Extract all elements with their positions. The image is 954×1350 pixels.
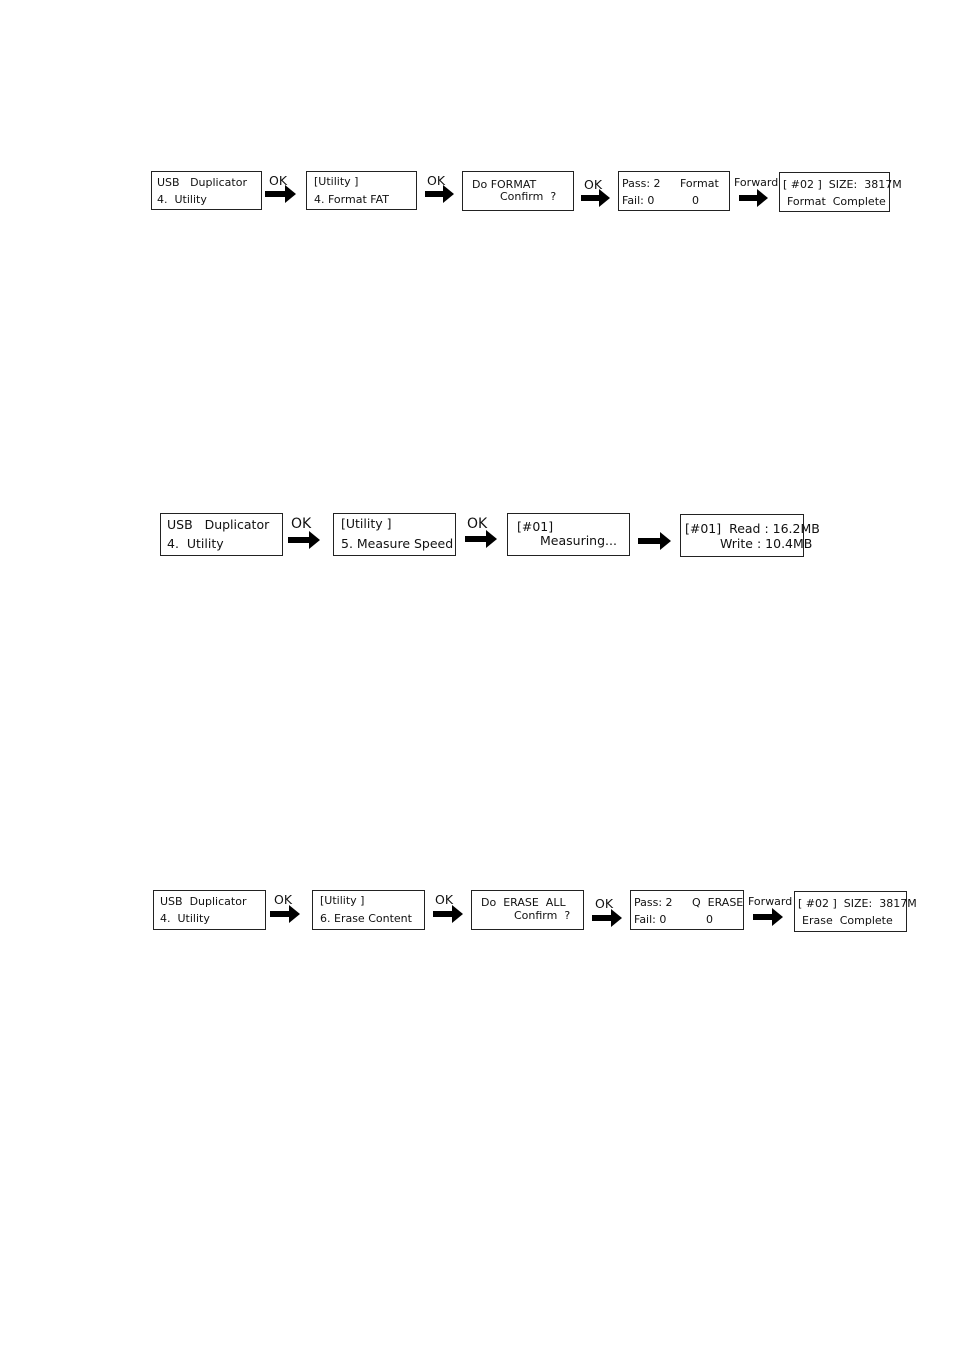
lcd-line-1: [ #02 ] SIZE: 3817M — [798, 897, 917, 910]
lcd-line-1: USB Duplicator — [160, 895, 247, 908]
lcd-line-1: Do FORMAT — [472, 178, 537, 191]
lcd-line-2: 5. Measure Speed — [341, 536, 454, 551]
operation-label: Format — [680, 177, 719, 190]
lcd-measuring — [507, 513, 630, 556]
lcd-line-1: [Utility ] — [320, 894, 365, 907]
operation-label: Q ERASE — [692, 896, 744, 909]
lcd-speed-result — [680, 514, 820, 557]
lcd-format-status — [618, 171, 730, 211]
lcd-utility-format — [306, 171, 417, 210]
fail-count: Fail: 0 — [634, 913, 667, 926]
arrow-right-icon — [638, 532, 672, 550]
ok-label: OK — [584, 177, 603, 192]
lcd-utility-erase — [312, 890, 425, 930]
lcd-line-2: Format Complete — [787, 195, 886, 208]
forward-label: Forward — [748, 895, 793, 908]
lcd-line-1: [Utility ] — [341, 516, 392, 531]
arrow-right-icon — [265, 185, 297, 203]
forward-label: Forward — [734, 176, 779, 189]
lcd-line-2: 4. Utility — [160, 912, 210, 925]
arrow-right-icon — [465, 530, 498, 548]
fail-count: Fail: 0 — [622, 194, 655, 207]
lcd-usb-duplicator — [151, 171, 262, 210]
lcd-usb-duplicator — [160, 513, 283, 556]
lcd-line-2: 4. Utility — [167, 536, 224, 551]
lcd-line-1: USB Duplicator — [167, 517, 270, 532]
arrow-right-icon — [753, 908, 784, 926]
pass-count: Pass: 2 — [622, 177, 661, 190]
ok-label: OK — [467, 516, 488, 532]
arrow-right-icon — [425, 185, 455, 203]
lcd-format-complete — [779, 172, 902, 212]
lcd-line-2: Confirm ? — [514, 909, 571, 922]
lcd-line-2: 4. Format FAT — [314, 193, 389, 206]
arrow-right-icon — [288, 531, 321, 549]
arrow-right-icon — [581, 189, 611, 207]
lcd-line-1: [Utility ] — [314, 175, 359, 188]
ok-label: OK — [435, 892, 454, 907]
read-speed: [#01] Read : 16.2MB — [685, 521, 820, 536]
lcd-line-1: USB Duplicator — [157, 176, 247, 189]
lcd-do-erase — [471, 890, 584, 930]
lcd-line-2: Erase Complete — [802, 914, 893, 927]
lcd-line-2: 4. Utility — [157, 193, 207, 206]
lcd-erase-status — [630, 890, 744, 930]
lcd-line-2: 6. Erase Content — [320, 912, 412, 925]
lcd-utility-measure — [333, 513, 456, 556]
lcd-erase-complete — [794, 891, 917, 932]
pass-count: Pass: 2 — [634, 896, 673, 909]
ok-label: OK — [291, 516, 312, 532]
progress-count: 0 — [692, 194, 699, 207]
lcd-line-1: [ #02 ] SIZE: 3817M — [783, 178, 902, 191]
arrow-right-icon — [739, 189, 769, 207]
lcd-line-2: Confirm ? — [500, 190, 557, 203]
lcd-do-format — [462, 171, 574, 211]
write-speed: Write : 10.4MB — [720, 536, 813, 551]
arrow-right-icon — [433, 905, 464, 923]
lcd-line-1: [#01] — [517, 519, 554, 534]
arrow-right-icon — [270, 905, 301, 923]
lcd-line-2: Measuring... — [540, 533, 617, 548]
lcd-line-1: Do ERASE ALL — [481, 896, 566, 909]
ok-label: OK — [269, 173, 288, 188]
ok-label: OK — [427, 173, 446, 188]
ok-label: OK — [595, 896, 614, 911]
ok-label: OK — [274, 892, 293, 907]
progress-count: 0 — [706, 913, 713, 926]
arrow-right-icon — [592, 909, 623, 927]
lcd-usb-duplicator — [153, 890, 266, 930]
